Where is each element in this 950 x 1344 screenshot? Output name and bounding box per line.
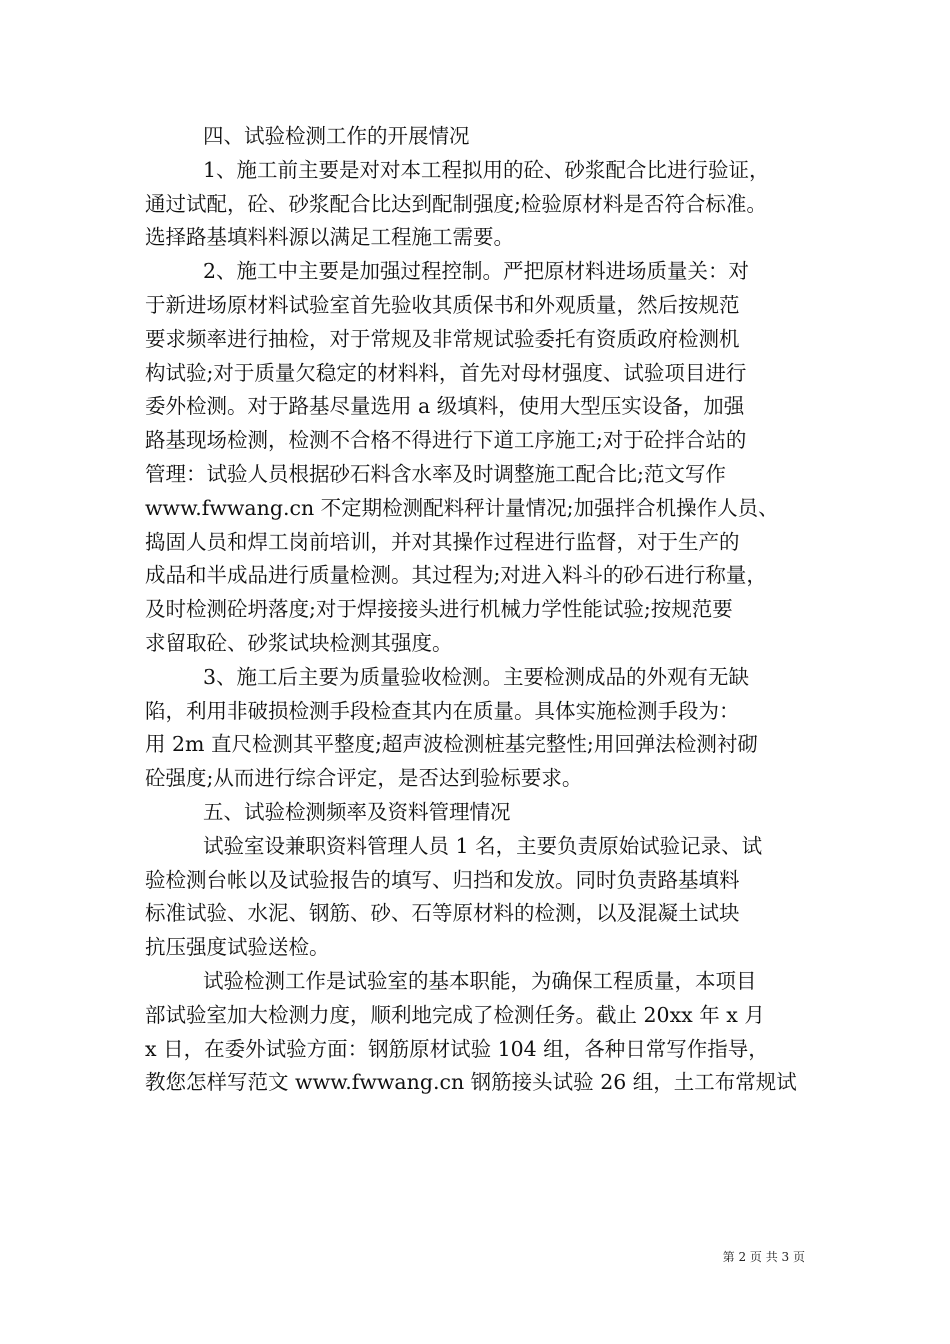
paragraph-first-line: 四、试验检测工作的开展情况 [203,124,470,148]
paragraph [145,830,825,965]
paragraph [145,661,825,796]
paragraph-line: 验检测台帐以及试验报告的填写、归挡和发放。同时负责路基填料 [145,867,740,892]
paragraph-line: 陷，利用非破损检测手段检查其内在质量。具体实施检测手段为： [145,698,740,723]
paragraph-line: 标准试验、水泥、钢筋、砂、石等原材料的检测，以及混凝土试块 [145,901,740,926]
paragraph-line: 砼强度;从而进行综合评定，是否达到验标要求。 [145,766,583,791]
paragraph [145,796,825,830]
paragraph-line: 要求频率进行抽检，对于常规及非常规试验委托有资质政府检测机 [145,326,740,351]
paragraph-line: 成品和半成品进行质量检测。其过程为;对进入料斗的砂石进行称量， [145,563,767,588]
paragraph-line: x 日，在委外试验方面：钢筋原材试验 104 组，各种日常写作指导， [145,1036,769,1061]
paragraph-first-line: 试验室设兼职资料管理人员 1 名，主要负责原始试验记录、试 [203,833,763,858]
paragraph-first-line: 五、试验检测频率及资料管理情况 [203,799,511,824]
page-number-footer: 第 2 页 共 3 页 [722,1250,805,1264]
paragraph-line: 及时检测砼坍落度;对于焊接接头进行机械力学性能试验;按规范要 [145,597,733,622]
paragraph-line: 委外检测。对于路基尽量选用 a 级填料，使用大型压实设备，加强 [145,394,745,419]
paragraph-line: 抗压强度试验送检。 [145,935,330,960]
paragraph-line: 求留取砼、砂浆试块检测其强度。 [145,630,453,655]
paragraph [145,255,825,661]
paragraph-line: 用 2m 直尺检测其平整度;超声波检测桩基完整性;用回弹法检测衬砌 [145,732,758,757]
paragraph-line: 教您怎样写范文 www.fwwang.cn 钢筋接头试验 26 组，土工布常规试 [145,1070,797,1095]
paragraph [145,965,825,1100]
paragraph-line: 管理：试验人员根据砂石料含水率及时调整施工配合比;范文写作 [145,461,726,486]
paragraph-line: 于新进场原材料试验室首先验收其质保书和外观质量，然后按规范 [145,292,740,317]
paragraph-first-line: 2、施工中主要是加强过程控制。严把原材料进场质量关：对 [203,259,750,284]
paragraph [145,154,825,255]
paragraph-line: 构试验;对于质量欠稳定的材料料，首先对母材强度、试验项目进行 [145,360,747,385]
paragraph-first-line: 试验检测工作是试验室的基本职能，为确保工程质量，本项目 [203,968,757,993]
paragraph-line: 通过试配，砼、砂浆配合比达到配制强度;检验原材料是否符合标准。 [145,191,767,216]
paragraph-line: 部试验室加大检测力度，顺利地完成了检测任务。截止 20xx 年 x 月 [145,1002,765,1027]
paragraph-first-line: 1、施工前主要是对对本工程拟用的砼、砂浆配合比进行验证， [203,157,770,182]
paragraph [145,120,825,154]
paragraph-line: 捣固人员和焊工岗前培训，并对其操作过程进行监督，对于生产的 [145,529,740,554]
paragraph-line: 路基现场检测，检测不合格不得进行下道工序施工;对于砼拌合站的 [145,428,747,453]
paragraph-line: 选择路基填料料源以满足工程施工需要。 [145,225,514,250]
paragraph-first-line: 3、施工后主要为质量验收检测。主要检测成品的外观有无缺 [203,664,750,689]
paragraph-line: www.fwwang.cn 不定期检测配料秤计量情况;加强拌合机操作人员、 [145,495,779,520]
document-body [145,120,825,1100]
